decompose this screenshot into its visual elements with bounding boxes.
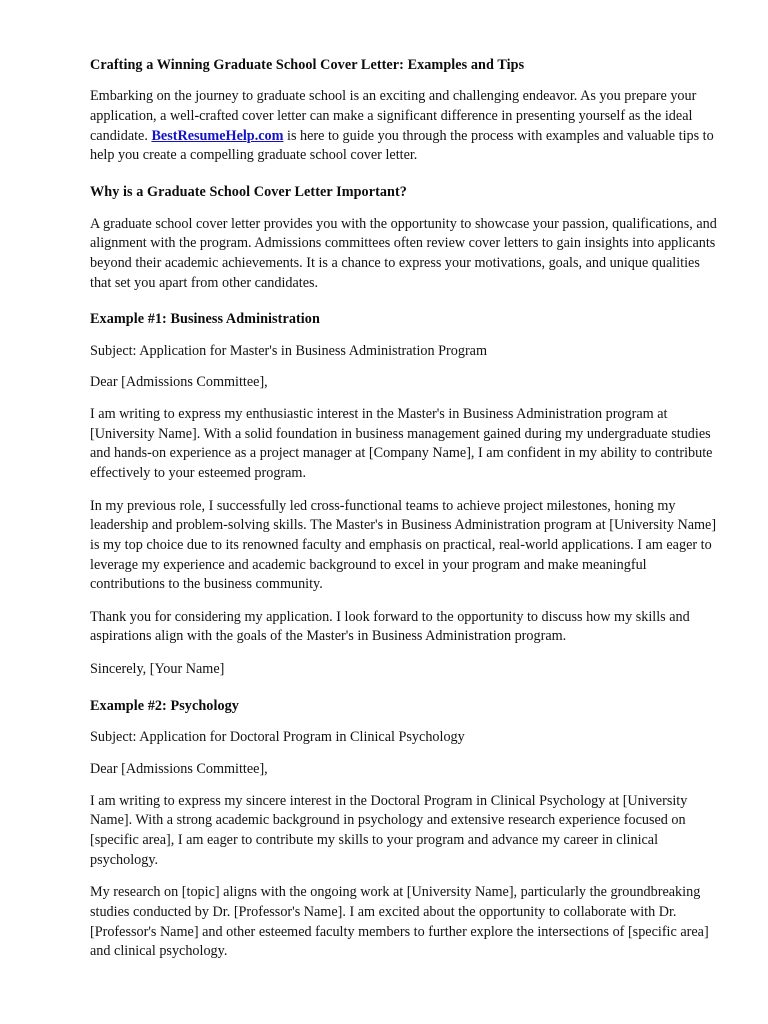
example-1-salutation: Dear [Admissions Committee], <box>90 374 268 391</box>
example-2-paragraph-2: My research on [topic] aligns with the ongoing work at [University Name], particularly the groundbreaking studies conducted by Dr. [Professor's Name]. I am excited about the opportunity to collaborate with Dr. [Professor's Name] and other esteemed faculty members to further explore the intersections of [specific area] and clinical psychology. <box>90 884 709 960</box>
importance-paragraph: A graduate school cover letter provides you with the opportunity to showcase your passion, qualifications, and alignment with the program. Admissions committees often review cover letters to gain insights into applicants beyond their academic achievements. It is a chance to express your motivations, goals, and unique qualities that set you apart from other candidates. <box>90 215 717 291</box>
document-title: Crafting a Winning Graduate School Cover Letter: Examples and Tips <box>90 57 525 73</box>
example-1-paragraph-3: Thank you for considering my application. I look forward to the opportunity to discuss how my skills and aspirations align with the goals of the Master's in Business Administration program. <box>90 608 690 645</box>
section-heading-example-1: Example #1: Business Administration <box>90 311 320 328</box>
intro-paragraph <box>90 87 722 166</box>
example-1-paragraph-1: I am writing to express my enthusiastic interest in the Master's in Business Administration program at [University Name]. With a solid foundation in business management gained during my undergraduate studies and hands-on experience as a project manager at [Company Name], I am confident in my ability to contribute effectively to your esteemed program. <box>90 405 713 481</box>
example-2-salutation: Dear [Admissions Committee], <box>90 760 268 777</box>
example-1-paragraph-2: In my previous role, I successfully led cross-functional teams to achieve project milestones, honing my leadership and problem-solving skills. The Master's in Business Administration program at [University Name] is my top choice due to its renowned faculty and emphasis on practical, real-world applications. I am eager to leverage my experience and academic background to excel in your program and make meaningful contributions to the business community. <box>90 497 717 593</box>
example-2-subject-line: Subject: Application for Doctoral Program in Clinical Psychology <box>90 729 465 746</box>
section-heading-example-2: Example #2: Psychology <box>90 697 239 714</box>
document-body <box>90 56 722 962</box>
intro-text-after-link: is here to guide you through the process with examples and valuable tips to help you create a compelling graduate school cover letter. <box>90 127 714 164</box>
section-heading-importance: Why is a Graduate School Cover Letter Important? <box>90 184 407 201</box>
intro-text-before-link: Embarking on the journey to graduate school is an exciting and challenging endeavor. As you prepare your application, a well-crafted cover letter can make a significant difference in presenting yourself as the ideal candidate. <box>90 88 697 144</box>
example-1-closing: Sincerely, [Your Name] <box>90 661 225 678</box>
example-2-paragraph-1: I am writing to express my sincere interest in the Doctoral Program in Clinical Psychology at [University Name]. With a strong academic background in psychology and extensive research experience focused on [specific area], I am eager to contribute my skills to your program and advance my career in clinical psychology. <box>90 792 688 868</box>
bestresumehelp-link[interactable]: BestResumeHelp.com <box>151 127 284 144</box>
example-1-subject-line: Subject: Application for Master's in Business Administration Program <box>90 342 488 359</box>
